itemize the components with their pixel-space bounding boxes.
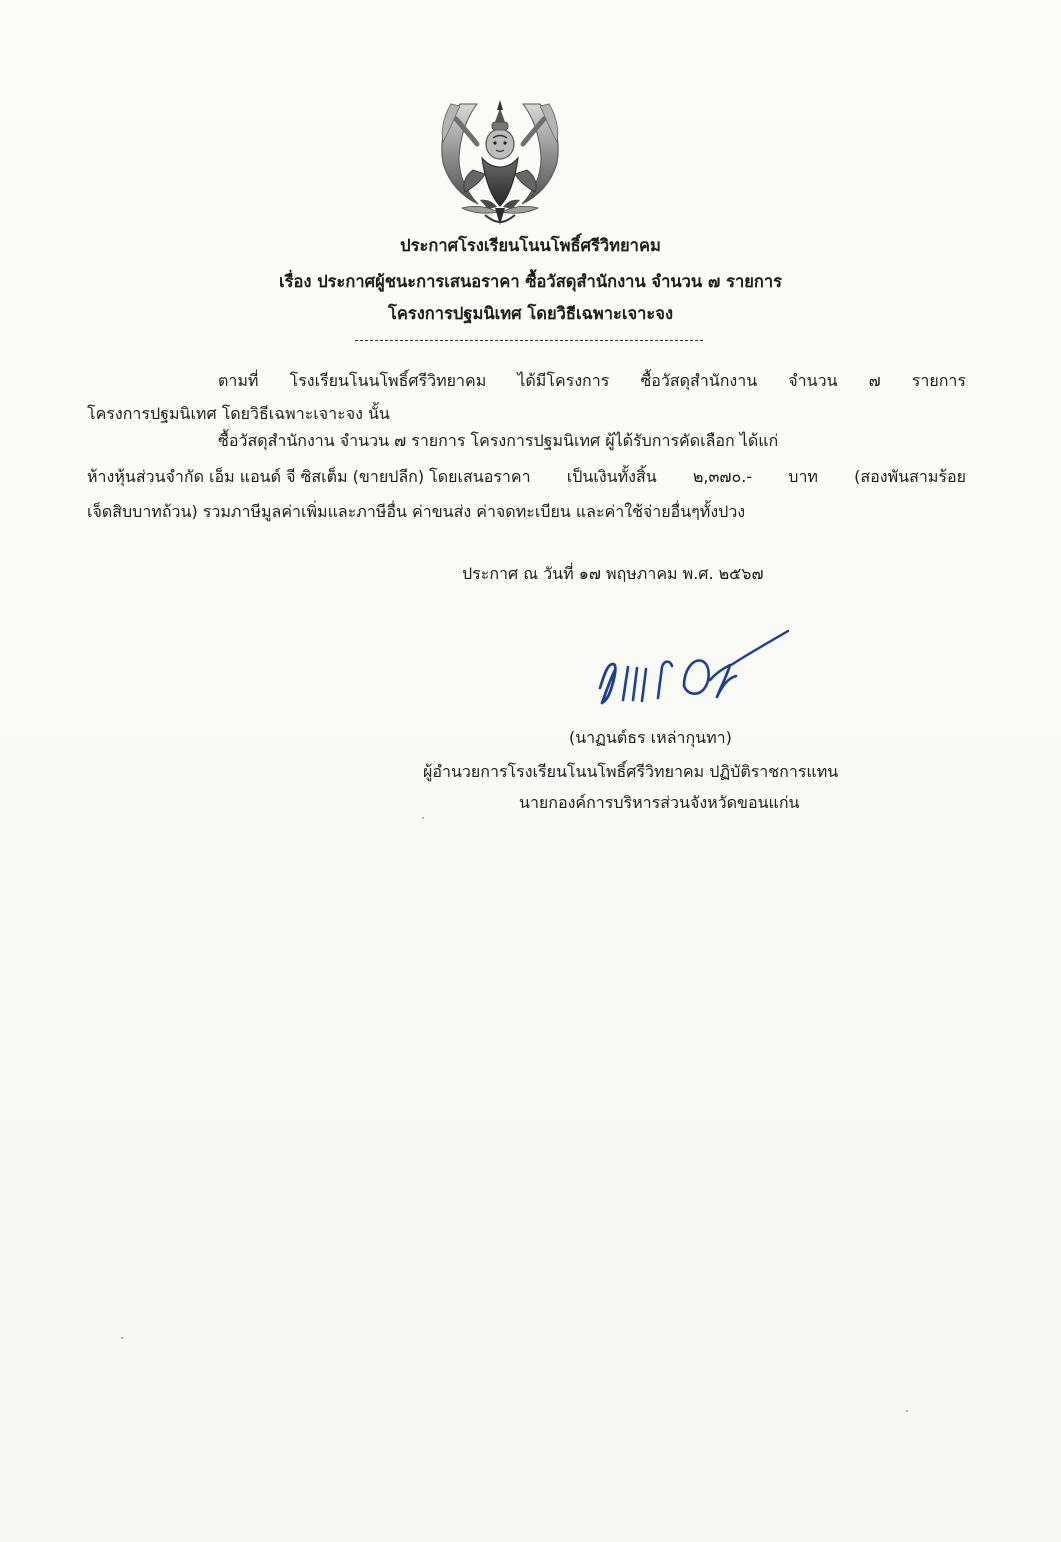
amount-in-words-start: (สองพันสามร้อย [854, 467, 966, 486]
paragraph-1-part-4: ซื้อวัสดุสำนักงาน [640, 371, 758, 390]
paragraph-2-line-3: เจ็ดสิบบาทถ้วน) รวมภาษีมูลค่าเพิ่มและภาษีอื่น ค่าขนส่ง ค่าจดทะเบียน และค่าใช้จ่ายอื่นๆทั้งปวง [87, 502, 746, 521]
currency-label: บาท [788, 467, 818, 486]
paragraph-2-line-1: ซื้อวัสดุสำนักงาน จำนวน ๗ รายการ โครงการปฐมนิเทศ ผู้ได้รับการคัดเลือก ได้แก่ [218, 431, 779, 450]
paragraph-1-part-6: ๗ [868, 371, 881, 390]
garuda-emblem [425, 86, 575, 234]
paragraph-1-line-1 [218, 369, 966, 393]
announcement-title: ประกาศโรงเรียนโนนโพธิ์ศรีวิทยาคม [400, 236, 661, 255]
signature-mark [590, 622, 795, 710]
announcement-project: โครงการปฐมนิเทศ โดยวิธีเฉพาะเจาะจง [387, 304, 674, 323]
section-divider [355, 340, 703, 341]
supplier-and-price-lead: ห้างหุ้นส่วนจำกัด เอ็ม แอนด์ จี ซิสเต็ม (ขายปลีก) โดยเสนอราคา [87, 467, 531, 486]
announcement-subject: เรื่อง ประกาศผู้ชนะการเสนอราคา ซื้อวัสดุสำนักงาน จำนวน ๗ รายการ [278, 272, 783, 291]
total-amount-value: ๒,๓๗๐.- [692, 467, 753, 486]
paragraph-1-line-2: โครงการปฐมนิเทศ โดยวิธีเฉพาะเจาะจง นั้น [87, 404, 390, 423]
signatory-authority: นายกองค์การบริหารส่วนจังหวัดขอนแก่น [519, 793, 800, 812]
signatory-position: ผู้อำนวยการโรงเรียนโนนโพธิ์ศรีวิทยาคม ปฏิบัติราชการแทน [423, 762, 839, 781]
paragraph-1-part-5: จำนวน [788, 371, 838, 390]
paragraph-1-part-2: โรงเรียนโนนโพธิ์ศรีวิทยาคม [289, 371, 487, 390]
paper-speck [121, 1337, 123, 1339]
announcement-date: ประกาศ ณ วันที่ ๑๗ พฤษภาคม พ.ศ. ๒๕๖๗ [462, 564, 764, 583]
paper-speck [422, 817, 424, 819]
paragraph-2-line-2 [87, 465, 966, 489]
paper-speck [906, 1410, 908, 1412]
total-amount-label: เป็นเงินทั้งสิ้น [566, 467, 657, 486]
paragraph-1-part-7: รายการ [911, 371, 966, 390]
paragraph-1-part-3: ได้มีโครงการ [517, 371, 610, 390]
paragraph-1-part-1: ตามที่ [218, 371, 259, 390]
signatory-name: (นาฏนต์ธร เหล่ากุนทา) [569, 728, 732, 747]
